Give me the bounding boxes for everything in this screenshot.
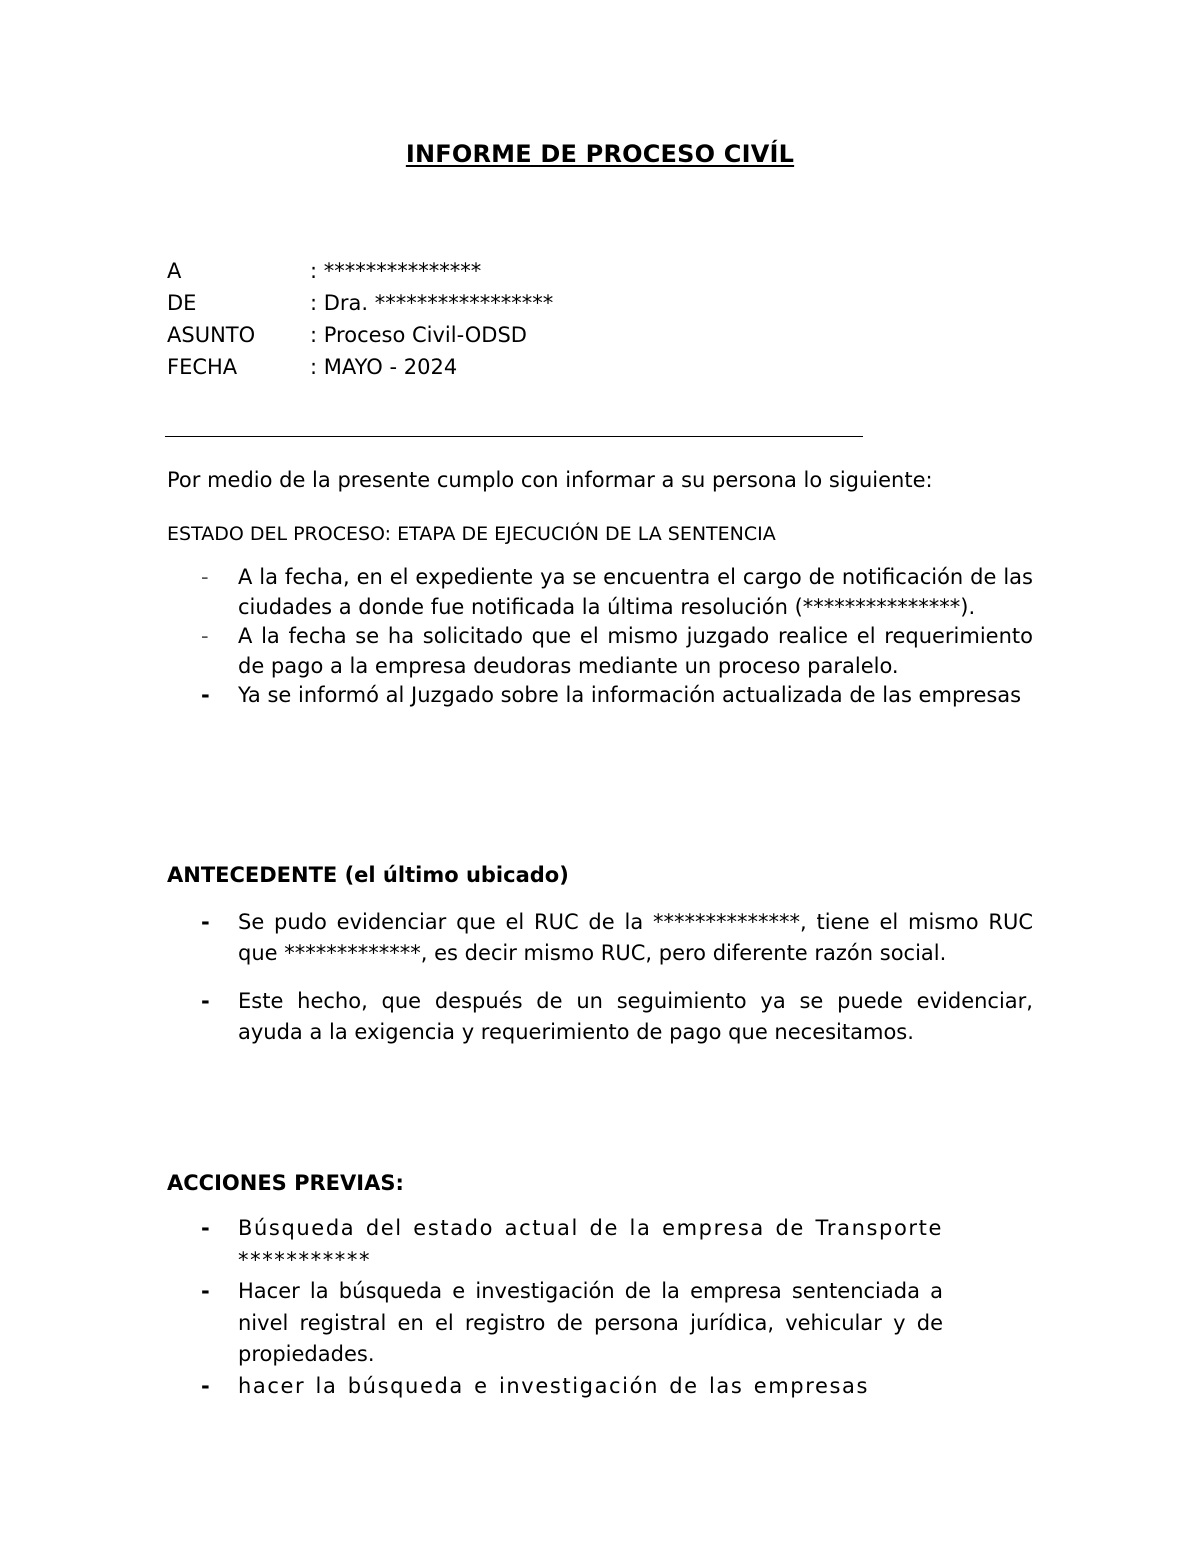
acciones-item-text: Búsqueda del estado actual de la empresa de Transporte *********** xyxy=(238,1216,943,1272)
bullet-dash-icon: - xyxy=(201,1373,212,1398)
memo-from-value: : Dra. ***************** xyxy=(310,291,554,315)
memo-header xyxy=(167,255,553,383)
acciones-item-text: Hacer la búsqueda e investigación de la empresa sentenciada a nivel registral en el registro de persona jurídica, vehicular y de propiedades. xyxy=(238,1279,943,1366)
horizontal-divider xyxy=(165,436,863,437)
antecedente-list xyxy=(167,907,1033,1048)
memo-from-row xyxy=(167,287,553,319)
memo-subject-value: : Proceso Civil-ODSD xyxy=(310,323,527,347)
list-item xyxy=(167,907,1033,969)
status-item-text: Ya se informó al Juzgado sobre la información actualizada de las empresas xyxy=(238,683,1022,707)
bullet-dash-icon: - xyxy=(201,910,210,934)
acciones-item-text: hacer la búsqueda e investigación de las empresas xyxy=(238,1373,870,1398)
status-item-text: A la fecha, en el expediente ya se encuentra el cargo de notificación de las ciudades a donde fue notificada la última resolución (***************). xyxy=(238,565,1033,619)
antecedente-item-text: Se pudo evidenciar que el RUC de la **************, tiene el mismo RUC que *************, es decir mismo RUC, pero diferente razón social. xyxy=(238,910,1033,965)
memo-date-row xyxy=(167,351,553,383)
memo-date-label: FECHA xyxy=(167,355,238,379)
bullet-dash-icon: - xyxy=(201,1279,210,1303)
list-item xyxy=(167,622,1033,681)
memo-subject-label: ASUNTO xyxy=(167,323,256,347)
bullet-dash-icon: - xyxy=(201,683,210,707)
status-heading: ESTADO DEL PROCESO: ETAPA DE EJECUCIÓN DE LA SENTENCIA xyxy=(167,523,776,545)
memo-from-label: DE xyxy=(167,291,197,315)
status-list xyxy=(167,563,1033,711)
memo-to-row xyxy=(167,255,553,287)
memo-date-value: : MAYO - 2024 xyxy=(310,355,458,379)
list-item xyxy=(167,681,1033,711)
memo-to-label: A xyxy=(167,259,182,283)
list-item xyxy=(167,1213,943,1276)
list-item xyxy=(167,563,1033,622)
status-item-text: A la fecha se ha solicitado que el mismo juzgado realice el requerimiento de pago a la empresa deudoras mediante un proceso paralelo. xyxy=(238,624,1033,678)
document-title: INFORME DE PROCESO CIVÍL xyxy=(405,140,795,168)
memo-subject-row xyxy=(167,319,553,351)
acciones-heading: ACCIONES PREVIAS: xyxy=(167,1171,404,1195)
bullet-dash-icon: - xyxy=(201,565,209,589)
acciones-list xyxy=(167,1213,943,1402)
antecedente-heading: ANTECEDENTE (el último ubicado) xyxy=(167,863,569,887)
intro-paragraph: Por medio de la presente cumplo con informar a su persona lo siguiente: xyxy=(167,468,933,492)
list-item xyxy=(167,1276,943,1371)
bullet-dash-icon: - xyxy=(201,624,209,648)
list-item xyxy=(167,1371,943,1403)
memo-to-value: : *************** xyxy=(310,259,482,283)
bullet-dash-icon: - xyxy=(201,989,210,1013)
bullet-dash-icon: - xyxy=(201,1216,212,1240)
antecedente-item-text: Este hecho, que después de un seguimiento ya se puede evidenciar, ayuda a la exigencia y requerimiento de pago que necesitamos. xyxy=(238,989,1033,1044)
list-item xyxy=(167,986,1033,1048)
